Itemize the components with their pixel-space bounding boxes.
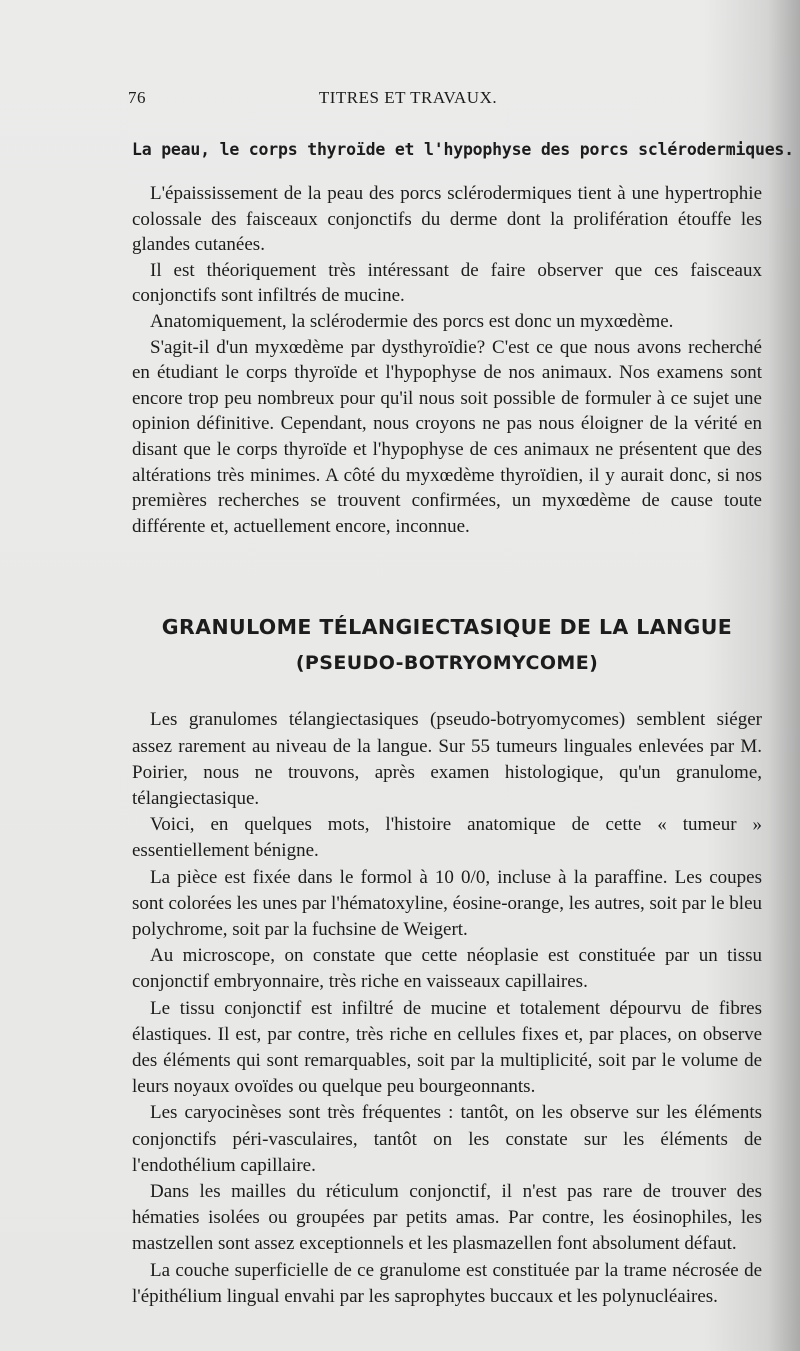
section-subtitle: (PSEUDO-BOTRYOMYCOME) [295,652,599,675]
paragraph: Anatomiquement, la sclérodermie des porcs est donc un myxœdème. [150,310,674,332]
page-number: 76 [128,88,146,107]
paragraph: Le tissu conjonctif est infiltré de mucine et totalement dépourvu de fibres élastiques. Il est, par contre, très riche en cellules fixes et, par places, on observe des éléments qui sont remarquables, soit par la multiplicité, soit par le volume de leurs noyaux ovoïdes ou quelque peu bourgeonnants. [132,997,762,1098]
paragraph: Il est théoriquement très intéressant de faire observer que ces faisceaux conjonctifs sont infiltrés de mucine. [132,259,762,307]
paragraph: L'épaississement de la peau des porcs sclérodermiques tient à une hypertrophie colossale des faisceaux conjonctifs du derme dont la prolifération étouffe les glandes cutanées. [132,183,762,256]
paragraph: La pièce est fixée dans le formol à 10 0/0, incluse à la paraffine. Les coupes sont colorées les unes par l'hématoxyline, éosine-orange, les autres, soit par le bleu polychrome, soit par la fuchsine de Weigert. [132,866,762,940]
paragraph: Au microscope, on constate que cette néoplasie est constituée par un tissu conjonctif embryonnaire, très riche en vaisseaux capillaires. [132,945,762,993]
paragraph: Les granulomes télangiectasiques (pseudo-botryomycomes) semblent siéger assez rarement au niveau de la langue. Sur 55 tumeurs linguales enlevées par M. Poirier, nous ne trouvons, après examen histologique, qu'un granulome, télangiectasique. [132,709,762,809]
paragraph: Les caryocinèses sont très fréquentes : tantôt, on les observe sur les éléments conjonctifs péri-vasculaires, tantôt on les constate sur les éléments de l'endothélium capillaire. [132,1102,762,1176]
running-title: TITRES ET TRAVAUX. [318,88,498,107]
section-title: La peau, le corps thyroïde et l'hypophyse des porcs sclérodermiques. [132,140,794,159]
paragraph: Voici, en quelques mots, l'histoire anatomique de cette « tumeur » essentiellement bénigne. [132,814,762,862]
page-content [132,140,794,1310]
paragraph: Dans les mailles du réticulum conjonctif, il n'est pas rare de trouver des hématies isolées ou groupées par petits amas. Par contre, les éosinophiles, les mastzellen sont assez exceptionnels et les plasmazellen font absolument défaut. [132,1180,762,1255]
section-granulome [132,611,762,1310]
section-skin-thyroid [132,140,794,539]
paragraph: S'agit-il d'un myxœdème par dysthyroïdie? C'est ce que nous avons recherché en étudiant le corps thyroïde et l'hypophyse de nos animaux. Nos examens sont encore trop peu nombreux pour qu'il nous soit possible de formuler à ce sujet une opinion définitive. Cependant, nous croyons ne pas nous éloigner de la vérité en disant que le corps thyroïde et l'hypophyse de ces animaux ne présentent que des altérations très minimes. A côté du myxœdème thyroïdien, il y aurait donc, si nos premières recherches se trouvent confirmées, un myxœdème de cause toute différente et, actuellement encore, inconnue. [132,336,762,537]
section-title: GRANULOME TÉLANGIECTASIQUE DE LA LANGUE [161,615,733,640]
running-header [128,88,768,112]
paragraph: La couche superficielle de ce granulome est constituée par la trame nécrosée de l'épithélium lingual envahi par les saprophytes buccaux et les polynucléaires. [132,1259,762,1307]
